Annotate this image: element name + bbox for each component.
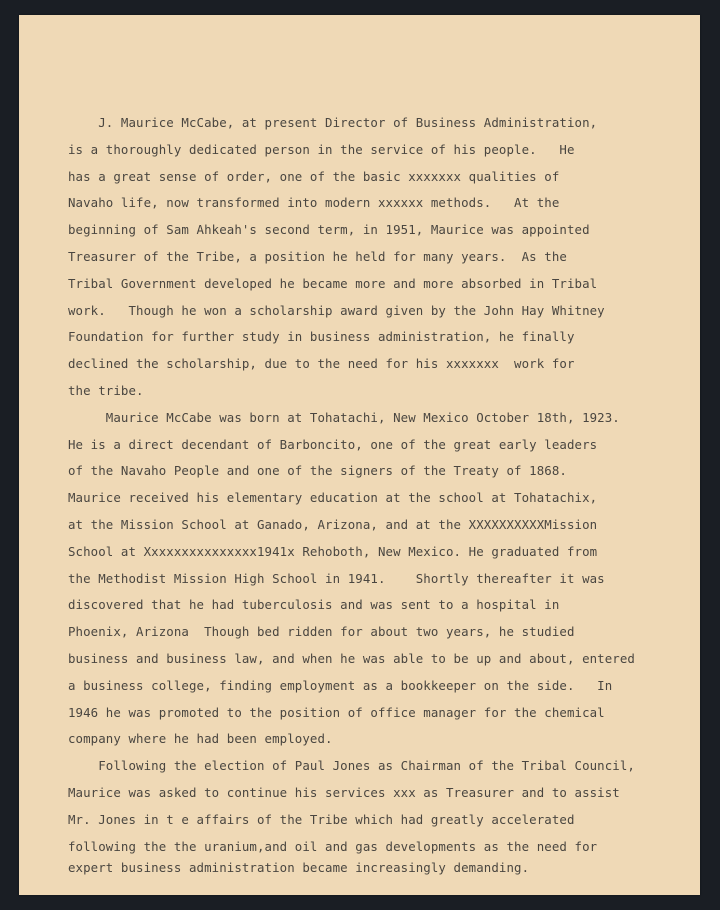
- text-line: at the Mission School at Ganado, Arizona, and at the XXXXXXXXXXMission: [68, 517, 598, 532]
- text-line: Maurice was asked to continue his services xxx as Treasurer and to assist: [68, 785, 620, 800]
- text-line: Foundation for further study in business administration, he finally: [68, 329, 575, 345]
- text-line: Treasurer of the Tribe, a position he held for many years. As the: [68, 249, 567, 264]
- text-line: expert business administration became increasingly demanding.: [68, 860, 530, 875]
- text-line: company where he had been employed.: [68, 731, 333, 747]
- text-line: J. Maurice McCabe, at present Director of Business Administration,: [68, 115, 598, 130]
- text-line: Phoenix, Arizona Though bed ridden for about two years, he studied: [68, 624, 575, 640]
- text-line: of the Navaho People and one of the signers of the Treaty of 1868.: [68, 463, 567, 479]
- text-line: Maurice McCabe was born at Tohatachi, New Mexico October 18th, 1923.: [68, 409, 620, 425]
- text-line: Tribal Government developed he became more and more absorbed in Tribal: [68, 275, 598, 291]
- text-line: work. Though he won a scholarship award given by the John Hay Whitney: [68, 302, 605, 318]
- text-line: Mr. Jones in t e affairs of the Tribe which had greatly accelerated: [68, 811, 575, 827]
- typewritten-page: [19, 15, 700, 895]
- text-line: discovered that he had tuberculosis and was sent to a hospital in: [68, 597, 560, 613]
- text-line: a business college, finding employment as a bookkeeper on the side. In: [68, 677, 613, 693]
- text-line: School at Xxxxxxxxxxxxxxx1941x Rehoboth, New Mexico. He graduated from: [68, 543, 598, 559]
- text-line: the Methodist Mission High School in 1941. Shortly thereafter it was: [68, 570, 605, 586]
- text-line: He is a direct decendant of Barboncito, one of the great early leaders: [68, 436, 598, 452]
- text-line: Navaho life, now transformed into modern xxxxxx methods. At the: [68, 195, 560, 211]
- text-line: following the the uranium,and oil and gas developments as the need for: [68, 838, 598, 854]
- text-line: the tribe.: [68, 383, 144, 398]
- text-line: business and business law, and when he was able to be up and about, entered: [68, 651, 635, 666]
- text-line: 1946 he was promoted to the position of office manager for the chemical: [68, 704, 605, 720]
- text-line: Following the election of Paul Jones as Chairman of the Tribal Council,: [68, 758, 635, 774]
- text-line: beginning of Sam Ahkeah's second term, in 1951, Maurice was appointed: [68, 222, 590, 238]
- text-line: Maurice received his elementary education at the school at Tohatachix,: [68, 490, 598, 506]
- text-line: declined the scholarship, due to the need for his xxxxxxx work for: [68, 356, 575, 372]
- text-line: is a thoroughly dedicated person in the service of his people. He: [68, 141, 575, 157]
- text-line: has a great sense of order, one of the basic xxxxxxx qualities of: [68, 168, 560, 184]
